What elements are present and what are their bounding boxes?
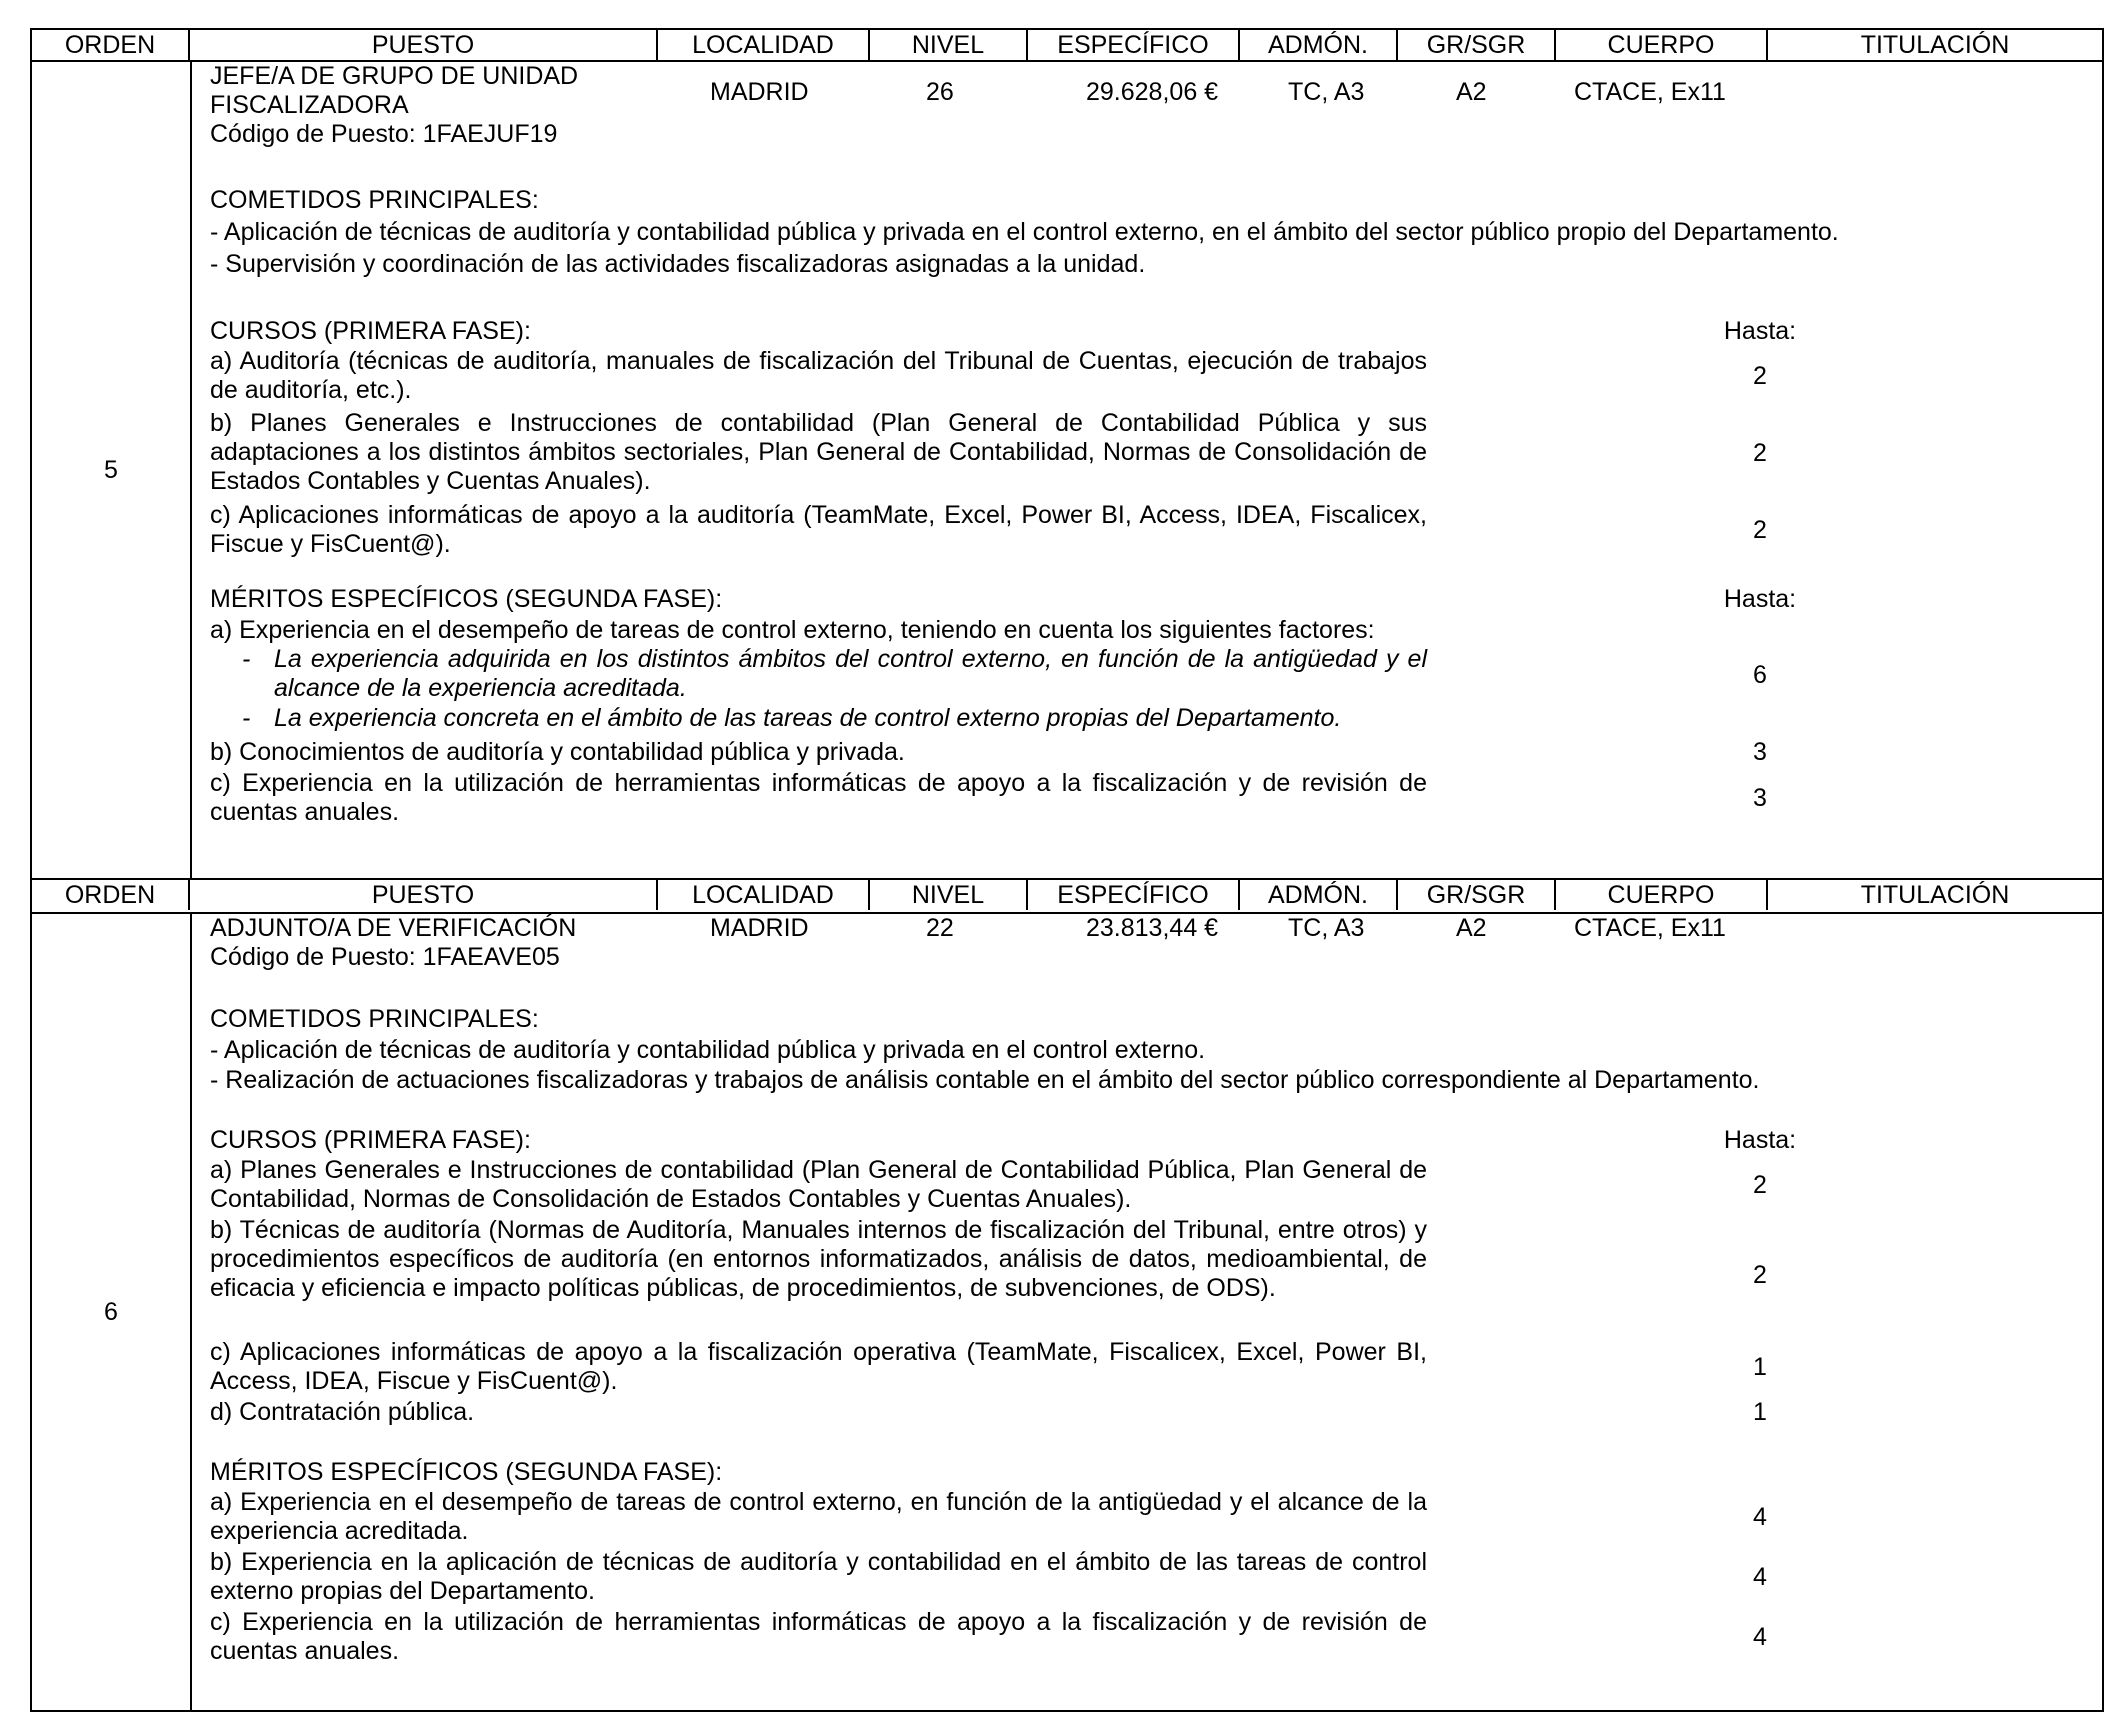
orden-number: 6 [32, 914, 192, 1710]
curso-points: 1 [1753, 1398, 1767, 1426]
merito-subitem-bullet: - [242, 704, 251, 732]
position-content [190, 914, 2102, 1710]
cursos-title: CURSOS (PRIMERA FASE): [210, 317, 531, 345]
admon-value: TC, A3 [1288, 914, 1365, 942]
merito-item: c) Experiencia en la utilización de herramientas informáticas de apoyo a la fiscalización y de revisión de cuentas anuales. [210, 1608, 1427, 1665]
nivel-value: 26 [926, 78, 954, 106]
header-titulacion: TITULACIÓN [1860, 881, 2010, 909]
header-orden: ORDEN [32, 880, 190, 910]
merito-item: a) Experiencia en el desempeño de tareas de control externo, en función de la antigüedad y el alcance de la experiencia acreditada. [210, 1488, 1427, 1545]
document [30, 28, 2104, 1712]
table-header [30, 880, 2104, 912]
especifico-value: 23.813,44 € [1086, 914, 1219, 942]
curso-points: 1 [1753, 1353, 1767, 1381]
header-cuerpo: CUERPO [1556, 30, 1768, 60]
table-header [30, 28, 2104, 60]
merito-item: b) Conocimientos de auditoría y contabilidad pública y privada. [210, 738, 905, 766]
curso-points: 2 [1753, 439, 1767, 467]
curso-points: 2 [1753, 1261, 1767, 1289]
merito-points: 3 [1753, 738, 1767, 766]
hasta-label: Hasta: [1723, 1126, 1797, 1154]
merito-item: b) Experiencia en la aplicación de técnicas de auditoría y contabilidad en el ámbito de las tareas de control externo propias del Departamento. [210, 1548, 1427, 1605]
curso-points: 2 [1753, 362, 1767, 390]
header-puesto: PUESTO [190, 880, 658, 910]
especifico-value: 29.628,06 € [1086, 78, 1219, 106]
cometidos-title: COMETIDOS PRINCIPALES: [210, 186, 539, 214]
header-admon: ADMÓN. [1240, 880, 1398, 910]
curso-item: d) Contratación pública. [210, 1398, 475, 1426]
curso-item: c) Aplicaciones informáticas de apoyo a la fiscalización operativa (TeamMate, Fiscalicex, Excel, Power BI, Access, IDEA, Fiscue y FisCuent@). [210, 1338, 1427, 1395]
position-code: Código de Puesto: 1FAEJUF19 [210, 120, 558, 148]
position-row [30, 912, 2104, 1712]
header-nivel: NIVEL [870, 880, 1028, 910]
header-orden: ORDEN [32, 30, 190, 60]
position-title-cont: FISCALIZADORA [210, 91, 409, 119]
meritos-title: MÉRITOS ESPECÍFICOS (SEGUNDA FASE): [210, 585, 723, 613]
cometido-item: - Aplicación de técnicas de auditoría y contabilidad pública y privada en el control externo, en el ámbito del sector público propio del Departamento. [210, 218, 1839, 246]
merito-subitem: La experiencia adquirida en los distintos ámbitos del control externo, en función de la antigüedad y el alcance de la experiencia acreditada. [274, 645, 1427, 702]
merito-subitem: La experiencia concreta en el ámbito de las tareas de control externo propias del Departamento. [274, 704, 1342, 732]
cometido-item: - Aplicación de técnicas de auditoría y contabilidad pública y privada en el control externo. [210, 1036, 1206, 1064]
merito-item: c) Experiencia en la utilización de herramientas informáticas de apoyo a la fiscalización y de revisión de cuentas anuales. [210, 769, 1427, 826]
curso-item: a) Auditoría (técnicas de auditoría, manuales de fiscalización del Tribunal de Cuentas, ejecución de trabajos de auditoría, etc.). [210, 347, 1427, 404]
header-grsgr: GR/SGR [1398, 30, 1556, 60]
hasta-label: Hasta: [1723, 585, 1797, 613]
cometidos-title: COMETIDOS PRINCIPALES: [210, 1005, 539, 1033]
header-admon: ADMÓN. [1240, 30, 1398, 60]
curso-points: 2 [1753, 1171, 1767, 1199]
cuerpo-value: CTACE, Ex11 [1574, 78, 1726, 106]
curso-item: b) Planes Generales e Instrucciones de contabilidad (Plan General de Contabilidad Pública y sus adaptaciones a los distintos ámbitos sectoriales, Plan General de Contabilidad, Normas de Consolidación de Estados Contables y Cuentas Anuales). [210, 409, 1427, 495]
curso-points: 2 [1753, 516, 1767, 544]
hasta-label: Hasta: [1723, 317, 1797, 345]
grsgr-value: A2 [1456, 78, 1487, 106]
merito-points: 3 [1753, 784, 1767, 812]
localidad-value: MADRID [710, 914, 809, 942]
merito-points: 4 [1753, 1503, 1767, 1531]
merito-subitem-bullet: - [242, 645, 251, 673]
position-title: JEFE/A DE GRUPO DE UNIDAD [210, 62, 579, 90]
curso-item: a) Planes Generales e Instrucciones de contabilidad (Plan General de Contabilidad Pública, Plan General de Contabilidad, Normas de Consolidación de Estados Contables y Cuentas Anuales). [210, 1156, 1427, 1213]
header-especifico: ESPECÍFICO [1028, 880, 1240, 910]
curso-item: b) Técnicas de auditoría (Normas de Auditoría, Manuales internos de fiscalización del Tribunal, entre otros) y procedimientos específicos de auditoría (en entornos informatizados, análisis de datos, medioambiental, de eficacia y eficiencia e impacto políticas públicas, de procedimientos, de subvenciones, de ODS). [210, 1216, 1427, 1302]
localidad-value: MADRID [710, 78, 809, 106]
header-localidad: LOCALIDAD [658, 880, 870, 910]
position-content [190, 62, 2102, 878]
position-title: ADJUNTO/A DE VERIFICACIÓN [210, 914, 577, 942]
header-puesto: PUESTO [190, 30, 658, 60]
header-cuerpo: CUERPO [1556, 880, 1768, 910]
merito-item: a) Experiencia en el desempeño de tareas de control externo, teniendo en cuenta los siguientes factores: [210, 616, 1375, 644]
cuerpo-value: CTACE, Ex11 [1574, 914, 1726, 942]
merito-points: 4 [1753, 1563, 1767, 1591]
grsgr-value: A2 [1456, 914, 1487, 942]
header-localidad: LOCALIDAD [658, 30, 870, 60]
cometido-item: - Supervisión y coordinación de las actividades fiscalizadoras asignadas a la unidad. [210, 250, 1146, 278]
position-row [30, 60, 2104, 880]
merito-points: 6 [1753, 661, 1767, 689]
admon-value: TC, A3 [1288, 78, 1365, 106]
nivel-value: 22 [926, 914, 954, 942]
position-code: Código de Puesto: 1FAEAVE05 [210, 943, 560, 971]
header-grsgr: GR/SGR [1398, 880, 1556, 910]
header-especifico: ESPECÍFICO [1028, 30, 1240, 60]
header-nivel: NIVEL [870, 30, 1028, 60]
merito-points: 4 [1753, 1623, 1767, 1651]
curso-item: c) Aplicaciones informáticas de apoyo a la auditoría (TeamMate, Excel, Power BI, Access, IDEA, Fiscalicex, Fiscue y FisCuent@). [210, 501, 1427, 558]
header-titulacion: TITULACIÓN [1860, 31, 2010, 59]
cometido-item: - Realización de actuaciones fiscalizadoras y trabajos de análisis contable en el ámbito del sector público correspondiente al Departamento. [210, 1066, 1760, 1094]
meritos-title: MÉRITOS ESPECÍFICOS (SEGUNDA FASE): [210, 1458, 723, 1486]
orden-number: 5 [32, 62, 192, 878]
cursos-title: CURSOS (PRIMERA FASE): [210, 1126, 531, 1154]
